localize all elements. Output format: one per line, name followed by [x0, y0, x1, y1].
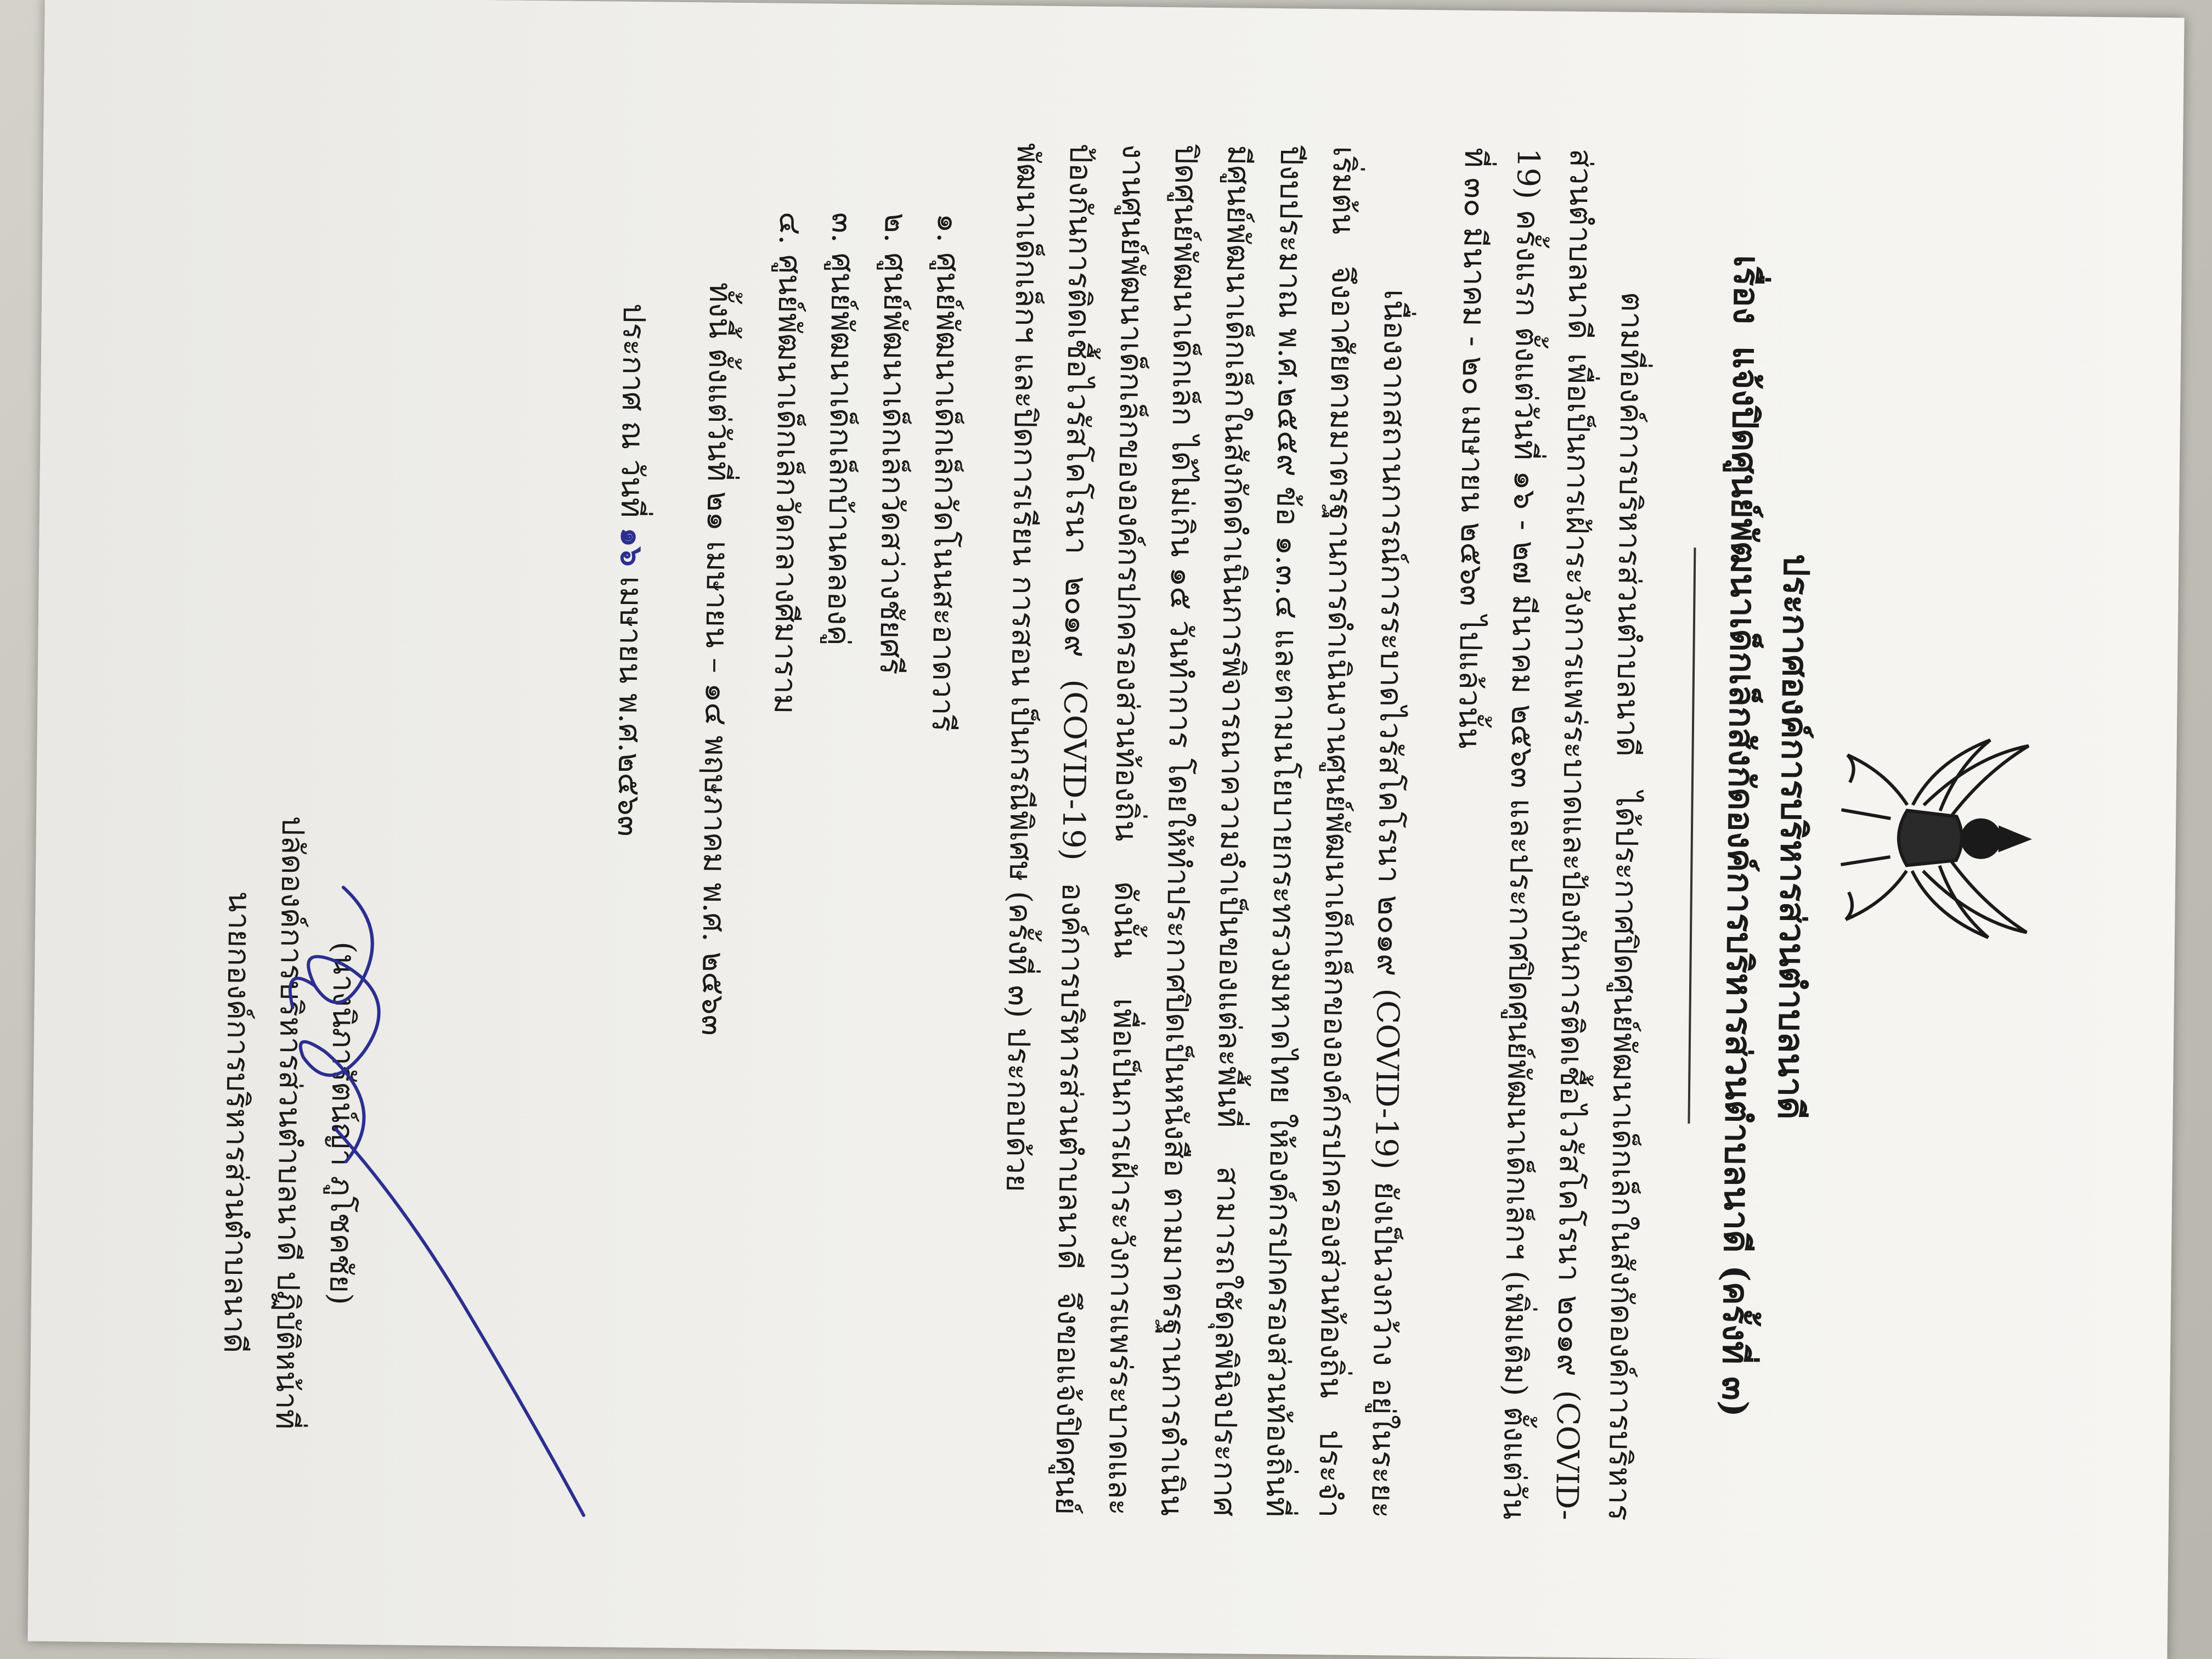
subject-label: เรื่อง: [1725, 255, 1768, 325]
announcement-org-line: ประกาศองค์การบริหารส่วนตำบลนาดี: [1769, 554, 1817, 1120]
handwritten-signature-icon: [265, 821, 602, 1537]
document-paper: [27, 0, 2184, 1659]
signatory-name: (นางนิภารัตน์ญา ภูโชคชัย): [322, 941, 362, 1305]
signatory-position-2: นายกองค์การบริหารส่วนตำบลนาดี: [216, 891, 257, 1353]
subject-text: แจ้งปิดศูนย์พัฒนาเด็กเล็กสังกัดองค์การบริหารส่วนตำบลนาดี (ครั้งที่ ๓): [1713, 346, 1767, 1418]
list-item: ๑. ศูนย์พัฒนาเด็กเล็กวัดโนนสะอาดวารี: [924, 213, 966, 732]
garuda-emblem-icon: [1829, 722, 2051, 955]
body-paragraph-1: ตามที่องค์การบริหารส่วนตำบลนาดี ได้ประกาศปิดศูนย์พัฒนาเด็กเล็กในสังกัดองค์การบริหารส่วนตำบลนาดี เพื่อเป็นการเฝ้าระวังการแพร่ระบาดและป้องกันการติดเชื้อไวรัสโคโรนา ๒๐๑๙ (COVID-19) ครั้งแรก ตั้งแต่วันที่ ๑๖ - ๒๗ มีนาคม ๒๕๖๓ และประกาศปิดศูนย์พัฒนาเด็กเล็กฯ (เพิ่มเติม) ตั้งแต่วันที่ ๓๐ มีนาคม - ๒๐ เมษายน ๒๕๖๓ ไปแล้วนั้น: [1451, 147, 1650, 1521]
dated-line: [595, 303, 661, 1510]
list-item: ๔. ศูนย์พัฒนาเด็กเล็กวัดกลางศีมาราม: [767, 211, 808, 714]
dated-prefix: ประกาศ ณ วันที่: [613, 303, 652, 518]
dated-day-handwritten: ๑๖: [613, 527, 650, 567]
signature-block: [206, 738, 373, 1508]
signatory-position-1: ปลัดองค์การบริหารส่วนตำบลนาดี ปฏิบัติหน้าที่: [268, 816, 311, 1430]
list-item: ๓. ศูนย์พัฒนาเด็กเล็กบ้านคลองคู่: [820, 212, 861, 646]
heading-divider: [1688, 548, 1696, 1124]
body-paragraph-2: เนื่องจากสถานการณ์การระบาดไวรัสโคโรนา ๒๐๑๙ (COVID-19) ยังเป็นวงกว้าง อยู่ในระยะเริ่มต้น จึงอาศัยตามมาตรฐานการดำเนินงานศูนย์พัฒนาเด็กเล็กขององค์กรปกครองส่วนท้องถิ่น ประจำปีงบประมาณ พ.ศ.๒๕๕๙ ข้อ ๑.๓.๔ และตามนโยบายกระทรวงมหาดไทย ให้องค์กรปกครองส่วนท้องถิ่นที่มีศูนย์พัฒนาเด็กเล็กในสังกัดดำเนินการพิจารณาความจำเป็นของแต่ละพื้นที่ สามารถใช้ดุลพินิจประกาศปิดศูนย์พัฒนาเด็กเล็ก ได้ไม่เกิน ๑๕ วันทำการ โดยให้ทำประกาศปิดเป็นหนังสือ ตามมาตรฐานการดำเนินงานศูนย์พัฒนาเด็กเล็กขององค์กรปกครองส่วนท้องถิ่น ดังนั้น เพื่อเป็นการเฝ้าระวังการแพร่ระบาดและป้องกันการติดเชื้อไวรัสโคโรนา ๒๐๑๙ (COVID-19) องค์การบริหารส่วนตำบลนาดี จึงขอแจ้งปิดศูนย์พัฒนาเด็กเล็กฯ และปิดการเรียน การสอน เป็นกรณีพิเศษ (ครั้งที่ ๓) ประกอบด้วย: [999, 143, 1413, 1519]
document-body: [206, 134, 2057, 1525]
dated-rest: เมษายน พ.ศ.๒๕๖๓: [610, 576, 649, 837]
list-item: ๒. ศูนย์พัฒนาเด็กเล็กวัดสว่างชัยศรี: [872, 212, 913, 675]
center-list: [750, 211, 974, 1514]
closing-line: ทั้งนี้ ตั้งแต่วันที่ ๒๑ เมษายน – ๑๔ พฤษภาคม พ.ศ. ๒๕๖๓: [695, 282, 738, 1036]
